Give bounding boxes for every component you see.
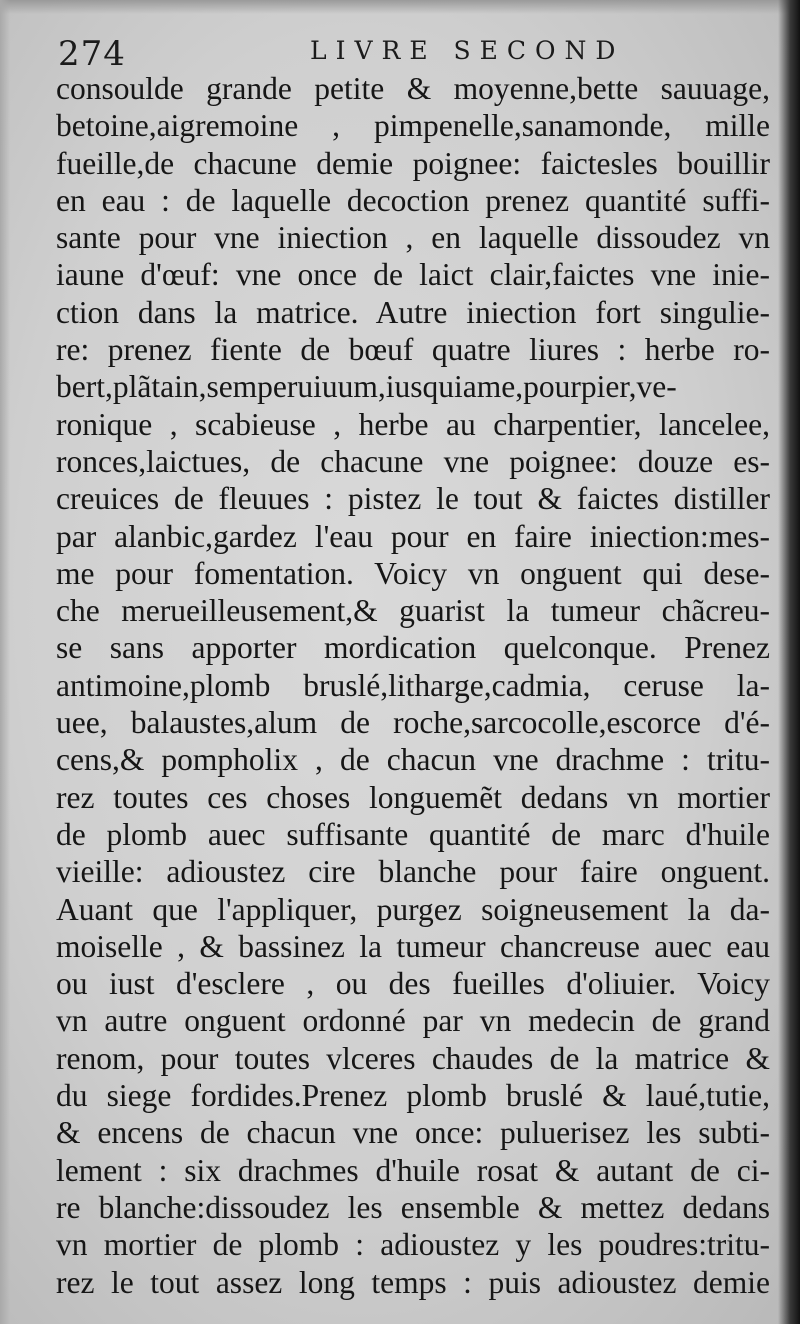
text-line: re blanche:dissoudez les ensemble & mettez dedans (56, 1189, 770, 1225)
text-line: me pour fomentation. Voicy vn onguent qui dese- (56, 555, 770, 591)
text-line: iaune d'œuf: vne once de laict clair,faictes vne inie- (56, 257, 770, 293)
text-line: se sans apporter mordication quelconque. Prenez (56, 630, 770, 666)
text-line: creuices de fleuues : pistez le tout & faictes distiller (56, 481, 770, 517)
page-right-edge (778, 0, 800, 1324)
page-top-shadow (0, 0, 800, 14)
text-line: betoine,aigremoine , pimpenelle,sanamonde, mille (56, 108, 770, 144)
page-left-shadow (0, 0, 10, 1324)
text-line: rez le tout assez long temps : puis adioustez demie (56, 1264, 770, 1300)
text-line: Auant que l'appliquer, purgez soigneusement la da- (56, 891, 770, 927)
page-number: 274 (58, 34, 126, 74)
text-line: lement : six drachmes d'huile rosat & autant de ci- (56, 1152, 770, 1188)
text-line: sante pour vne iniection , en laquelle dissoudez vn (56, 220, 770, 256)
text-line: antimoine,plomb bruslé,litharge,cadmia, ceruse la- (56, 667, 770, 703)
text-line: renom, pour toutes vlceres chaudes de la matrice & (56, 1040, 770, 1076)
text-line: ction dans la matrice. Autre iniection fort singulie- (56, 294, 770, 330)
text-line: re: prenez fiente de bœuf quatre liures : herbe ro- (56, 332, 770, 368)
running-head: LIVRE SECOND (310, 36, 625, 65)
text-line: rez toutes ces choses longuemẽt dedans vn mortier (56, 779, 770, 815)
text-line: vieille: adioustez cire blanche pour faire onguent. (56, 854, 770, 890)
text-line: ou iust d'esclere , ou des fueilles d'oliuier. Voicy (56, 966, 770, 1002)
text-line: ronces,laictues, de chacune vne poignee: douze es- (56, 443, 770, 479)
text-line: du siege fordides.Prenez plomb bruslé & laué,tutie, (56, 1078, 770, 1114)
text-line: en eau : de laquelle decoction prenez quantité suffi- (56, 182, 770, 218)
text-line: vn mortier de plomb : adioustez y les poudres:tritu- (56, 1227, 770, 1263)
text-line: che merueilleusement,& guarist la tumeur chãcreu- (56, 593, 770, 629)
text-line: de plomb auec suffisante quantité de marc d'huile (56, 816, 770, 852)
text-line: vn autre onguent ordonné par vn medecin de grand (56, 1003, 770, 1039)
body-text (56, 70, 770, 1301)
text-line: moiselle , & bassinez la tumeur chancreuse auec eau (56, 928, 770, 964)
text-line: ronique , scabieuse , herbe au charpentier, lancelee, (56, 406, 770, 442)
text-line: fueille,de chacune demie poignee: faictesles bouillir (56, 145, 770, 181)
text-line: bert,plãtain,semperuiuum,iusquiame,pourpier,ve- (56, 369, 677, 405)
text-line: consoulde grande petite & moyenne,bette sauuage, (56, 71, 770, 106)
text-line: uee, balaustes,alum de roche,sarcocolle,escorce d'é- (56, 705, 770, 741)
text-line: par alanbic,gardez l'eau pour en faire iniection:mes- (56, 518, 770, 554)
page-header (58, 30, 770, 74)
text-line: & encens de chacun vne once: puluerisez les subti- (56, 1115, 770, 1151)
text-line: cens,& pompholix , de chacun vne drachme : tritu- (56, 742, 770, 778)
